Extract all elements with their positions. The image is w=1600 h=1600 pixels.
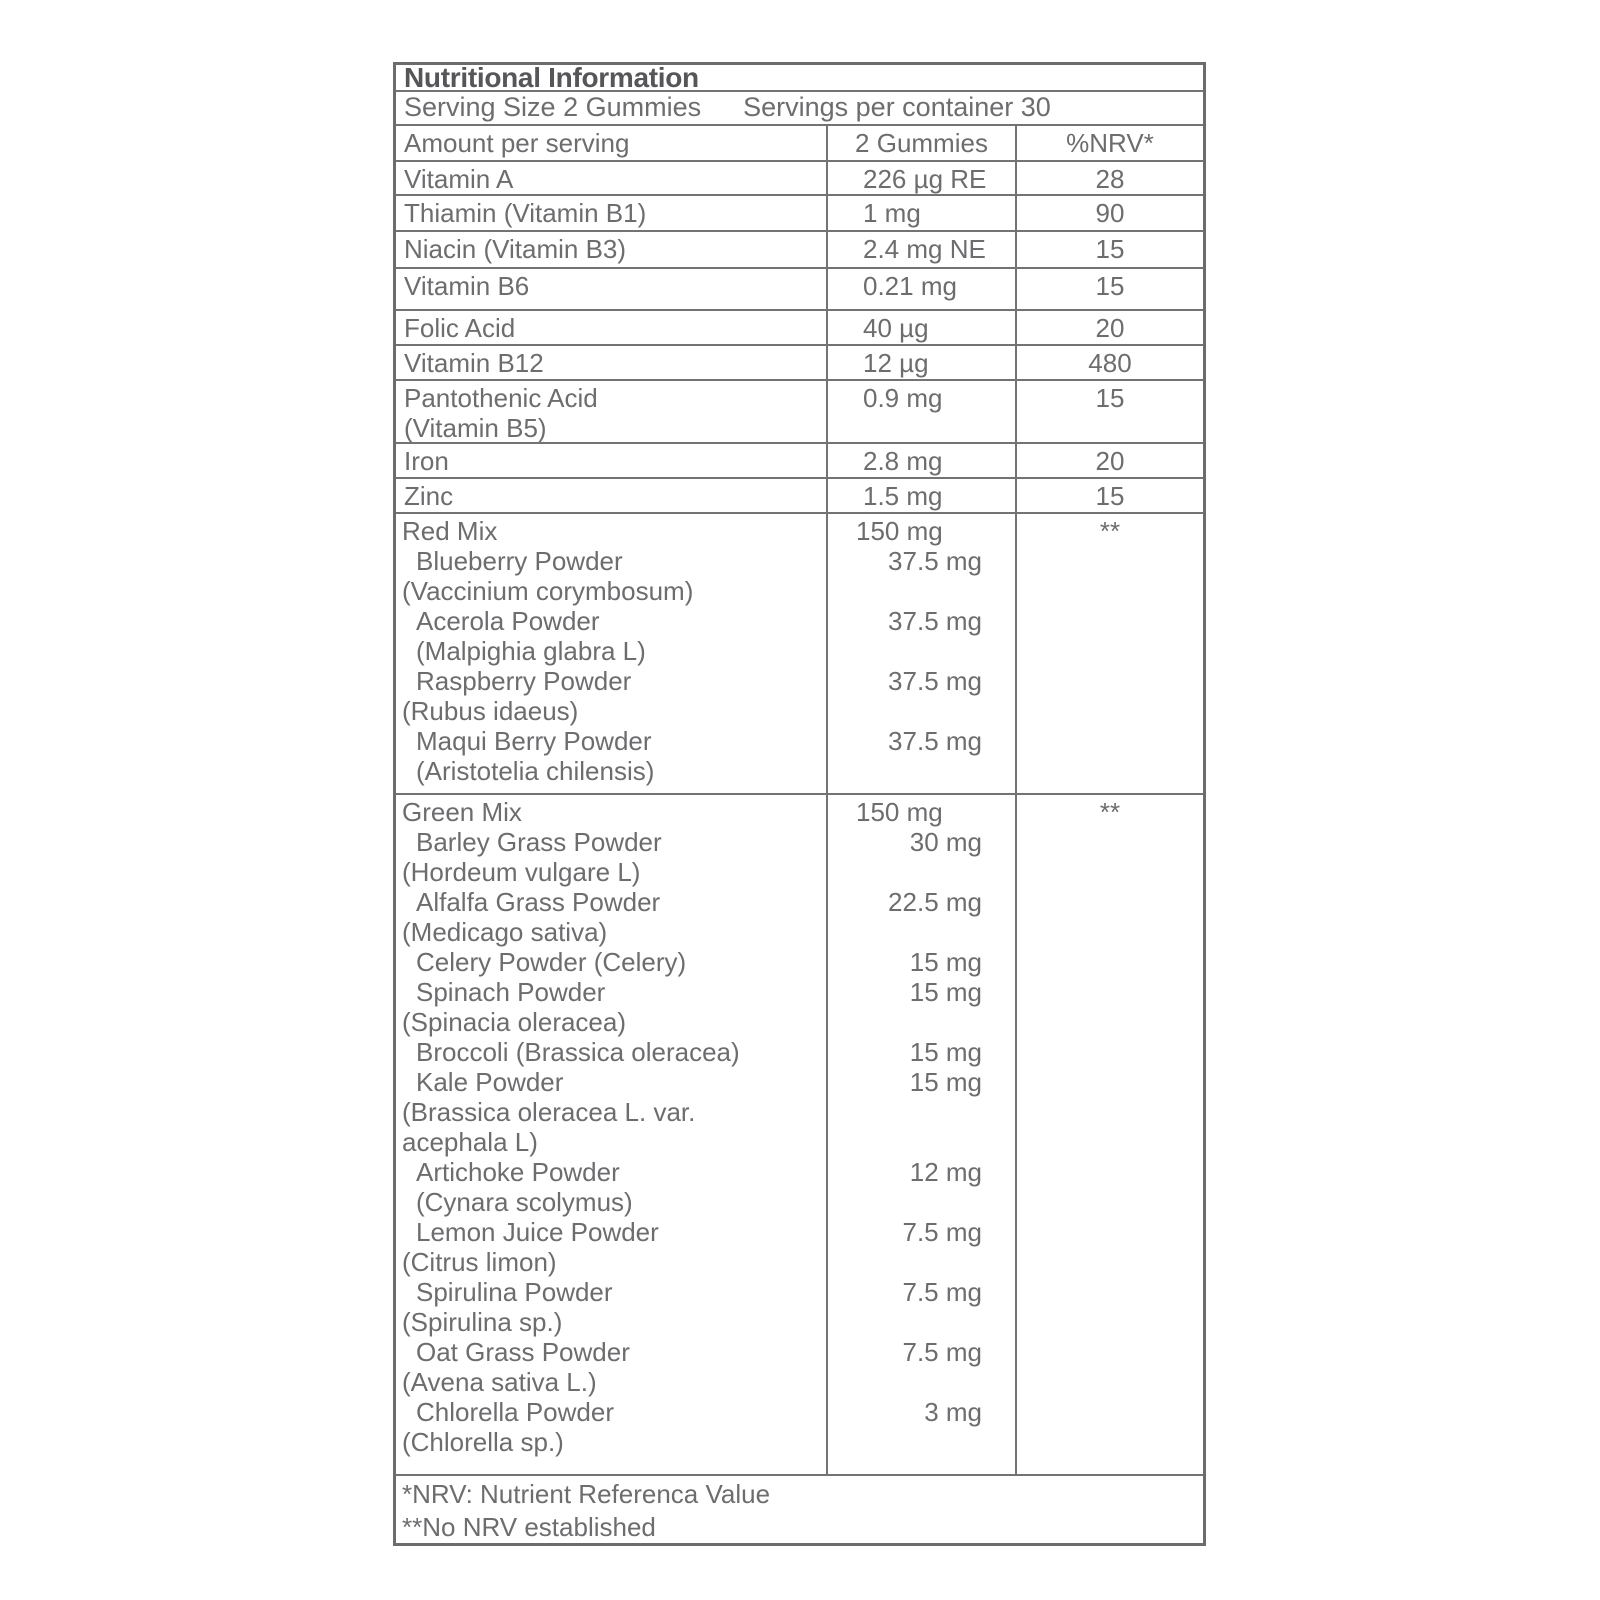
ingredient-latin-name: (Spinacia oleracea) xyxy=(402,1007,627,1037)
table-title: Nutritional Information xyxy=(404,65,699,92)
serving-info-row xyxy=(396,92,1203,126)
ingredient-name: Maqui Berry Powder xyxy=(416,726,652,756)
table-title-row xyxy=(396,65,1203,92)
nutrient-row-folic-acid xyxy=(396,311,1203,346)
nutrient-row-pantothenic-acid xyxy=(396,381,1203,444)
ingredient-latin-name: (Vaccinium corymbosum) xyxy=(402,576,694,606)
nutrient-amount: 12 µg xyxy=(826,346,1015,379)
ingredient-name: Alfalfa Grass Powder xyxy=(416,887,661,917)
red-mix-section xyxy=(396,514,1203,795)
ingredient-name: Spinach Powder xyxy=(416,977,606,1007)
nutrient-amount: 1.5 mg xyxy=(826,479,1015,512)
ingredient-amount: 37.5 mg xyxy=(888,666,982,696)
nutrient-amount: 40 µg xyxy=(826,311,1015,344)
serving-size: Serving Size 2 Gummies xyxy=(404,92,702,122)
nutrient-nrv: 15 xyxy=(1015,479,1203,512)
ingredient-name: Chlorella Powder xyxy=(416,1397,614,1427)
ingredient-latin-name: (Rubus idaeus) xyxy=(402,696,579,726)
ingredient-name: Artichoke Powder xyxy=(416,1157,620,1187)
ingredient-amount: 3 mg xyxy=(924,1397,982,1427)
ingredient-amount: 22.5 mg xyxy=(888,887,982,917)
ingredient-name: Barley Grass Powder xyxy=(416,827,662,857)
ingredient-amount: 12 mg xyxy=(909,1157,982,1187)
red-mix-amounts xyxy=(826,514,1015,793)
ingredient-latin-name: (Citrus limon) xyxy=(402,1247,557,1277)
nutrient-name: Zinc xyxy=(404,481,454,511)
nutrient-amount: 2.8 mg xyxy=(826,444,1015,477)
nutrient-row-zinc xyxy=(396,479,1203,514)
mix-total-amount: 150 mg xyxy=(856,797,943,827)
nutrient-name xyxy=(396,381,826,443)
ingredient-latin-name: (Spirulina sp.) xyxy=(402,1307,563,1337)
nutrient-amount: 0.9 mg xyxy=(826,381,1015,443)
ingredient-latin-name: (Chlorella sp.) xyxy=(402,1427,564,1457)
nutrient-nrv: 15 xyxy=(1015,232,1203,267)
green-mix-names xyxy=(396,795,826,1474)
ingredient-name: Acerola Powder xyxy=(416,606,600,636)
nutrient-amount: 2.4 mg NE xyxy=(826,232,1015,267)
column-header-amount-per-serving: Amount per serving xyxy=(404,128,630,158)
servings-per-container: Servings per container 30 xyxy=(743,92,1051,122)
nutrient-row-niacin xyxy=(396,232,1203,269)
nutrient-name: Vitamin A xyxy=(404,164,514,194)
nutrient-name: Vitamin B6 xyxy=(404,271,530,301)
nutrient-name-line1: Pantothenic Acid xyxy=(404,383,598,413)
green-mix-amounts xyxy=(826,795,1015,1474)
ingredient-amount: 7.5 mg xyxy=(902,1217,982,1247)
footnotes-row xyxy=(396,1476,1203,1543)
footnote-nrv-definition: *NRV: Nutrient Referenca Value xyxy=(402,1479,771,1509)
nutrient-nrv: 90 xyxy=(1015,196,1203,230)
nutrient-nrv: 20 xyxy=(1015,444,1203,477)
nutrient-row-vitamin-a xyxy=(396,162,1203,196)
ingredient-amount: 15 mg xyxy=(909,977,982,1007)
ingredient-name: Raspberry Powder xyxy=(416,666,632,696)
ingredient-amount: 7.5 mg xyxy=(902,1277,982,1307)
nutrient-nrv: 28 xyxy=(1015,162,1203,194)
footnote-no-nrv: **No NRV established xyxy=(402,1512,656,1542)
column-header-2-gummies: 2 Gummies xyxy=(826,126,1015,160)
ingredient-amount: 15 mg xyxy=(909,1037,982,1067)
nutrient-amount: 0.21 mg xyxy=(826,269,1015,309)
ingredient-latin-name: (Avena sativa L.) xyxy=(402,1367,597,1397)
nutrient-nrv: 15 xyxy=(1015,269,1203,309)
mix-total-amount: 150 mg xyxy=(856,516,943,546)
ingredient-amount: 7.5 mg xyxy=(902,1337,982,1367)
mix-name: Red Mix xyxy=(402,516,498,546)
nutrient-name: Thiamin (Vitamin B1) xyxy=(404,198,647,228)
nutrient-name: Vitamin B12 xyxy=(404,348,544,378)
ingredient-name: Oat Grass Powder xyxy=(416,1337,630,1367)
green-mix-section xyxy=(396,795,1203,1476)
ingredient-amount: 15 mg xyxy=(909,947,982,977)
ingredient-name: Spirulina Powder xyxy=(416,1277,613,1307)
nutrient-row-vitamin-b12 xyxy=(396,346,1203,381)
ingredient-name: Kale Powder xyxy=(416,1067,564,1097)
red-mix-names xyxy=(396,514,826,793)
ingredient-name: Celery Powder (Celery) xyxy=(416,947,687,977)
ingredient-latin-name: (Aristotelia chilensis) xyxy=(416,756,655,786)
ingredient-amount: 37.5 mg xyxy=(888,726,982,756)
nutrient-name-line2: (Vitamin B5) xyxy=(404,413,547,443)
nutrient-row-thiamin xyxy=(396,196,1203,232)
nutrient-nrv: 15 xyxy=(1015,381,1203,443)
ingredient-name: Blueberry Powder xyxy=(416,546,623,576)
ingredient-latin-name: acephala L) xyxy=(402,1127,538,1157)
ingredient-amount: 30 mg xyxy=(909,827,982,857)
nutrient-nrv: 20 xyxy=(1015,311,1203,344)
nutrient-amount: 226 µg RE xyxy=(826,162,1015,194)
nutrient-name: Folic Acid xyxy=(404,313,516,343)
nutrient-nrv: 480 xyxy=(1015,346,1203,379)
ingredient-name: Lemon Juice Powder xyxy=(416,1217,659,1247)
mix-nrv-asterisks: ** xyxy=(1015,514,1203,793)
nutrient-amount: 1 mg xyxy=(826,196,1015,230)
ingredient-latin-name: (Malpighia glabra L) xyxy=(416,636,646,666)
column-header-nrv: %NRV* xyxy=(1015,126,1203,160)
ingredient-latin-name: (Brassica oleracea L. var. xyxy=(402,1097,696,1127)
ingredient-amount: 37.5 mg xyxy=(888,606,982,636)
nutrient-name: Niacin (Vitamin B3) xyxy=(404,234,627,264)
ingredient-amount: 15 mg xyxy=(909,1067,982,1097)
nutrient-name: Iron xyxy=(404,446,449,476)
ingredient-latin-name: (Medicago sativa) xyxy=(402,917,608,947)
column-header-row xyxy=(396,126,1203,162)
nutrient-row-iron xyxy=(396,444,1203,479)
mix-nrv-asterisks: ** xyxy=(1015,795,1203,1474)
ingredient-name: Broccoli (Brassica oleracea) xyxy=(416,1037,740,1067)
mix-name: Green Mix xyxy=(402,797,522,827)
ingredient-amount: 37.5 mg xyxy=(888,546,982,576)
nutrient-row-vitamin-b6 xyxy=(396,269,1203,311)
ingredient-latin-name: (Cynara scolymus) xyxy=(416,1187,633,1217)
nutrition-facts-table xyxy=(393,62,1206,1546)
ingredient-latin-name: (Hordeum vulgare L) xyxy=(402,857,641,887)
